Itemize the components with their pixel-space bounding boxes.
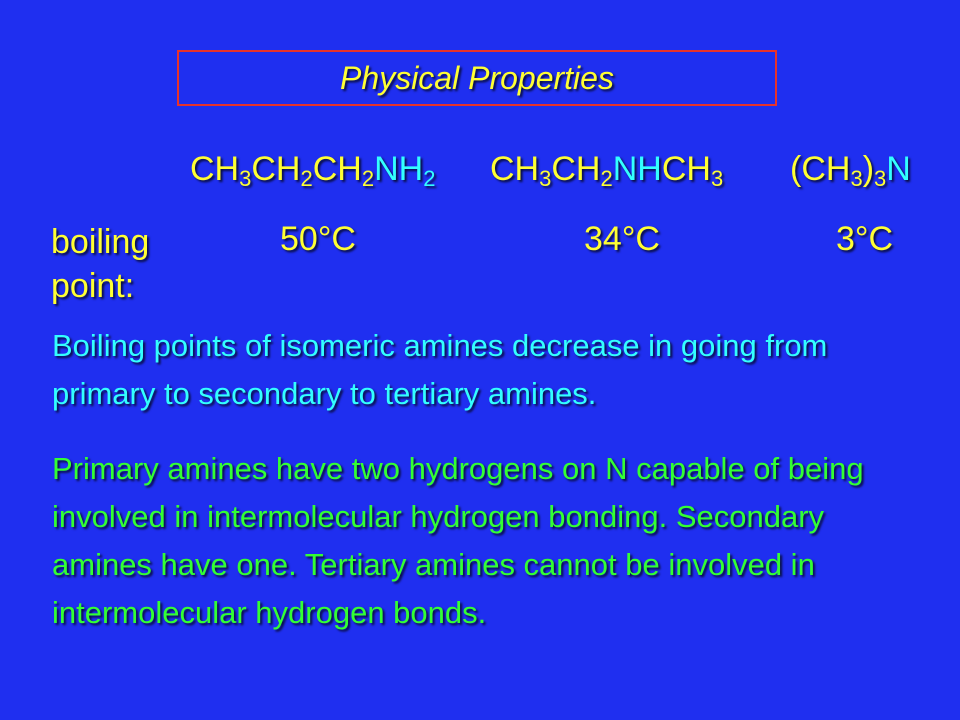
formula-part: ) bbox=[862, 150, 875, 188]
formula-part: CH bbox=[551, 150, 601, 188]
formula-subscript: 3 bbox=[539, 166, 552, 191]
formula-part: CH bbox=[312, 150, 362, 188]
compound-primary-amine bbox=[190, 150, 435, 189]
formula-subscript: 2 bbox=[600, 166, 613, 191]
formula-subscript: 2 bbox=[300, 166, 313, 191]
compound-secondary-amine bbox=[490, 150, 723, 189]
formula-nitrogen: N bbox=[886, 150, 911, 188]
boiling-point-label-line1: boiling bbox=[51, 223, 150, 261]
boiling-point-label-line2: point: bbox=[51, 267, 135, 305]
boiling-point-label bbox=[51, 220, 149, 308]
formula-part: CH bbox=[190, 150, 240, 188]
slide-title: Physical Properties bbox=[340, 59, 614, 96]
boiling-point-secondary: 34°C bbox=[584, 220, 660, 258]
boiling-point-primary: 50°C bbox=[280, 220, 356, 258]
boiling-point-tertiary: 3°C bbox=[836, 220, 894, 258]
formula-part: CH bbox=[490, 150, 540, 188]
formula-nitrogen: NH bbox=[374, 150, 424, 188]
formula-part: CH bbox=[251, 150, 301, 188]
formula-nitrogen: NH bbox=[612, 150, 662, 188]
formula-nitrogen-part bbox=[613, 150, 711, 188]
paragraph-hydrogen-bonding: Primary amines have two hydrogens on N capable of being involved in intermolecular hydrogen bonding. Secondary amines have one. Tertiary amines cannot be involved in intermolecular hydrogen bonds. bbox=[52, 451, 864, 630]
title-box bbox=[177, 50, 777, 106]
formula-subscript: 3 bbox=[710, 166, 724, 191]
formula-part: (CH bbox=[790, 150, 851, 188]
formula-subscript: 2 bbox=[361, 166, 375, 191]
paragraph-boiling-trend: Boiling points of isomeric amines decrease in going from primary to secondary to tertiary amines. bbox=[52, 328, 828, 411]
formula-subscript: 2 bbox=[423, 166, 436, 191]
formula-subscript: 3 bbox=[874, 166, 887, 191]
formula-subscript: 3 bbox=[850, 166, 863, 191]
compound-tertiary-amine bbox=[790, 150, 911, 189]
formula-part: CH bbox=[661, 150, 711, 188]
formula-subscript: 3 bbox=[239, 166, 252, 191]
